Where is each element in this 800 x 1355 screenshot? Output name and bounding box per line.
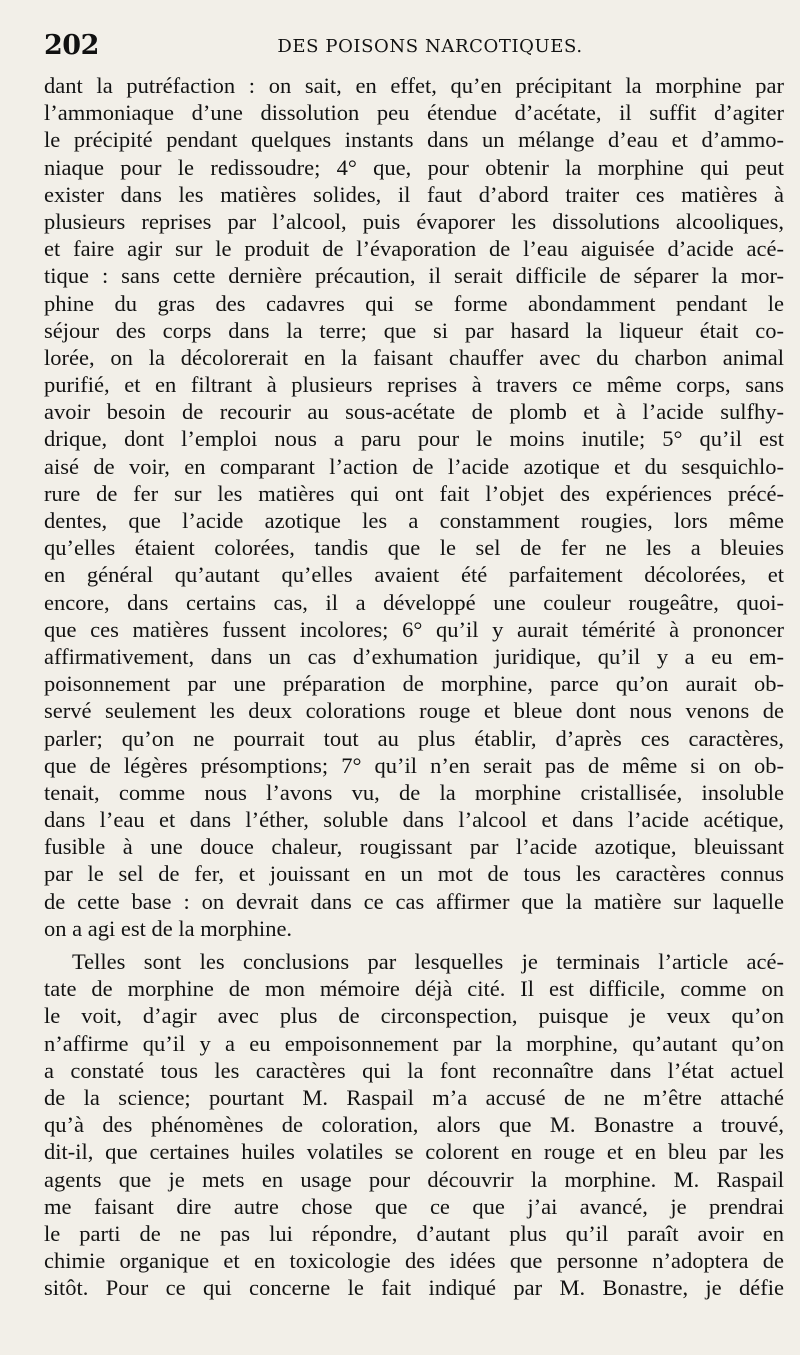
text-line: phine du gras des cadavres qui se forme abondamment pendant le (44, 290, 784, 316)
text-line: dant la putréfaction : on sait, en effet, qu’en précipitant la morphine par (44, 73, 784, 98)
text-line: avoir besoin de recourir au sous-acétate de plomb et à l’acide sulfhy- (44, 399, 784, 425)
text-line: le précipité pendant quelques instants dans un mélange d’eau et d’ammo- (44, 127, 784, 153)
text-line: tique : sans cette dernière précaution, il serait difficile de séparer la mor- (44, 263, 784, 289)
text-line: le parti de ne pas lui répondre, d’autant plus qu’il paraît avoir en (44, 1220, 784, 1246)
text-line: de cette base : on devrait dans ce cas affirmer que la matière sur laquelle (44, 888, 784, 914)
text-line: a constaté tous les caractères qui la font reconnaître dans l’état actuel (44, 1057, 784, 1083)
text-line: tenait, comme nous l’avons vu, de la morphine cristallisée, insoluble (44, 779, 784, 805)
text-line: et faire agir sur le produit de l’évaporation de l’eau aiguisée d’acide acé- (44, 236, 784, 262)
body-text (44, 72, 784, 1301)
text-line: parler; qu’on ne pourrait tout au plus établir, d’après ces caractères, (44, 725, 784, 751)
text-line: tate de morphine de mon mémoire déjà cité. Il est difficile, comme on (44, 976, 784, 1002)
text-line: rure de fer sur les matières qui ont fait l’objet des expériences précé- (44, 480, 784, 506)
paragraph-first-line: Telles sont les conclusions par lesquelles je terminais l’article acé- (72, 949, 784, 974)
text-line: poisonnement par une préparation de morphine, parce qu’on aurait ob- (44, 671, 784, 697)
running-title: DES POISONS NARCOTIQUES. (277, 36, 583, 57)
text-line: affirmativement, dans un cas d’exhumation juridique, qu’il y a eu em- (44, 643, 784, 669)
text-line: aisé de voir, en comparant l’action de l’acide azotique et du sesquichlo- (44, 453, 784, 479)
text-line: que ces matières fussent incolores; 6° qu’il y aurait témérité à prononcer (44, 616, 784, 642)
text-line: fusible à une douce chaleur, rougissant par l’acide azotique, bleuissant (44, 834, 784, 860)
text-line: on a agi est de la morphine. (44, 915, 293, 941)
text-line: niaque pour le redissoudre; 4° que, pour obtenir la morphine qui peut (44, 154, 784, 180)
text-line: séjour des corps dans la terre; que si par hasard la liqueur était co- (44, 317, 784, 343)
text-line: par le sel de fer, et jouissant en un mot de tous les caractères connus (44, 861, 784, 887)
text-line: purifié, et en filtrant à plusieurs reprises à travers ce même corps, sans (44, 372, 784, 398)
text-line: agents que je mets en usage pour découvrir la morphine. M. Raspail (44, 1166, 784, 1192)
text-line: drique, dont l’emploi nous a paru pour le moins inutile; 5° qu’il est (44, 426, 784, 452)
text-line: en général qu’autant qu’elles avaient été parfaitement décolorées, et (44, 562, 784, 588)
text-line: de la science; pourtant M. Raspail m’a accusé de ne m’être attaché (44, 1084, 784, 1110)
text-line: l’ammoniaque d’une dissolution peu étendue d’acétate, il suffit d’agiter (44, 100, 784, 126)
page-number: 202 (44, 30, 99, 61)
text-line: dit-il, que certaines huiles volatiles se colorent en rouge et en bleu par les (44, 1139, 784, 1165)
text-line: servé seulement les deux colorations rouge et bleue dont nous venons de (44, 698, 784, 724)
text-line: encore, dans certains cas, il a développé une couleur rougeâtre, quoi- (44, 589, 784, 615)
text-line: chimie organique et en toxicologie des idées que personne n’adoptera de (44, 1248, 784, 1274)
text-line: exister dans les matières solides, il faut d’abord traiter ces matières à (44, 181, 784, 207)
text-line: qu’à des phénomènes de coloration, alors que M. Bonastre a trouvé, (44, 1112, 784, 1138)
text-line: lorée, on la décolorerait en la faisant chauffer avec du charbon animal (44, 344, 784, 370)
text-line: que de légères présomptions; 7° qu’il n’en serait pas de même si on ob- (44, 752, 784, 778)
text-line: plusieurs reprises par l’alcool, puis évaporer les dissolutions alcooliques, (44, 208, 784, 234)
text-line: dentes, que l’acide azotique les a constamment rougies, lors même (44, 508, 784, 533)
text-line: me faisant dire autre chose que ce que j’ai avancé, je prendrai (44, 1193, 784, 1219)
text-line: qu’elles étaient colorées, tandis que le sel de fer ne les a bleuies (44, 535, 784, 561)
page-header (44, 30, 770, 64)
text-line: sitôt. Pour ce qui concerne le fait indiqué par M. Bonastre, je défie (44, 1275, 784, 1301)
text-line: n’affirme qu’il y a eu empoisonnement par la morphine, qu’autant qu’on (44, 1030, 784, 1056)
text-line: le voit, d’agir avec plus de circonspection, puisque je veux qu’on (44, 1003, 784, 1029)
text-line: dans l’eau et dans l’éther, soluble dans l’alcool et dans l’acide acétique, (44, 807, 784, 833)
